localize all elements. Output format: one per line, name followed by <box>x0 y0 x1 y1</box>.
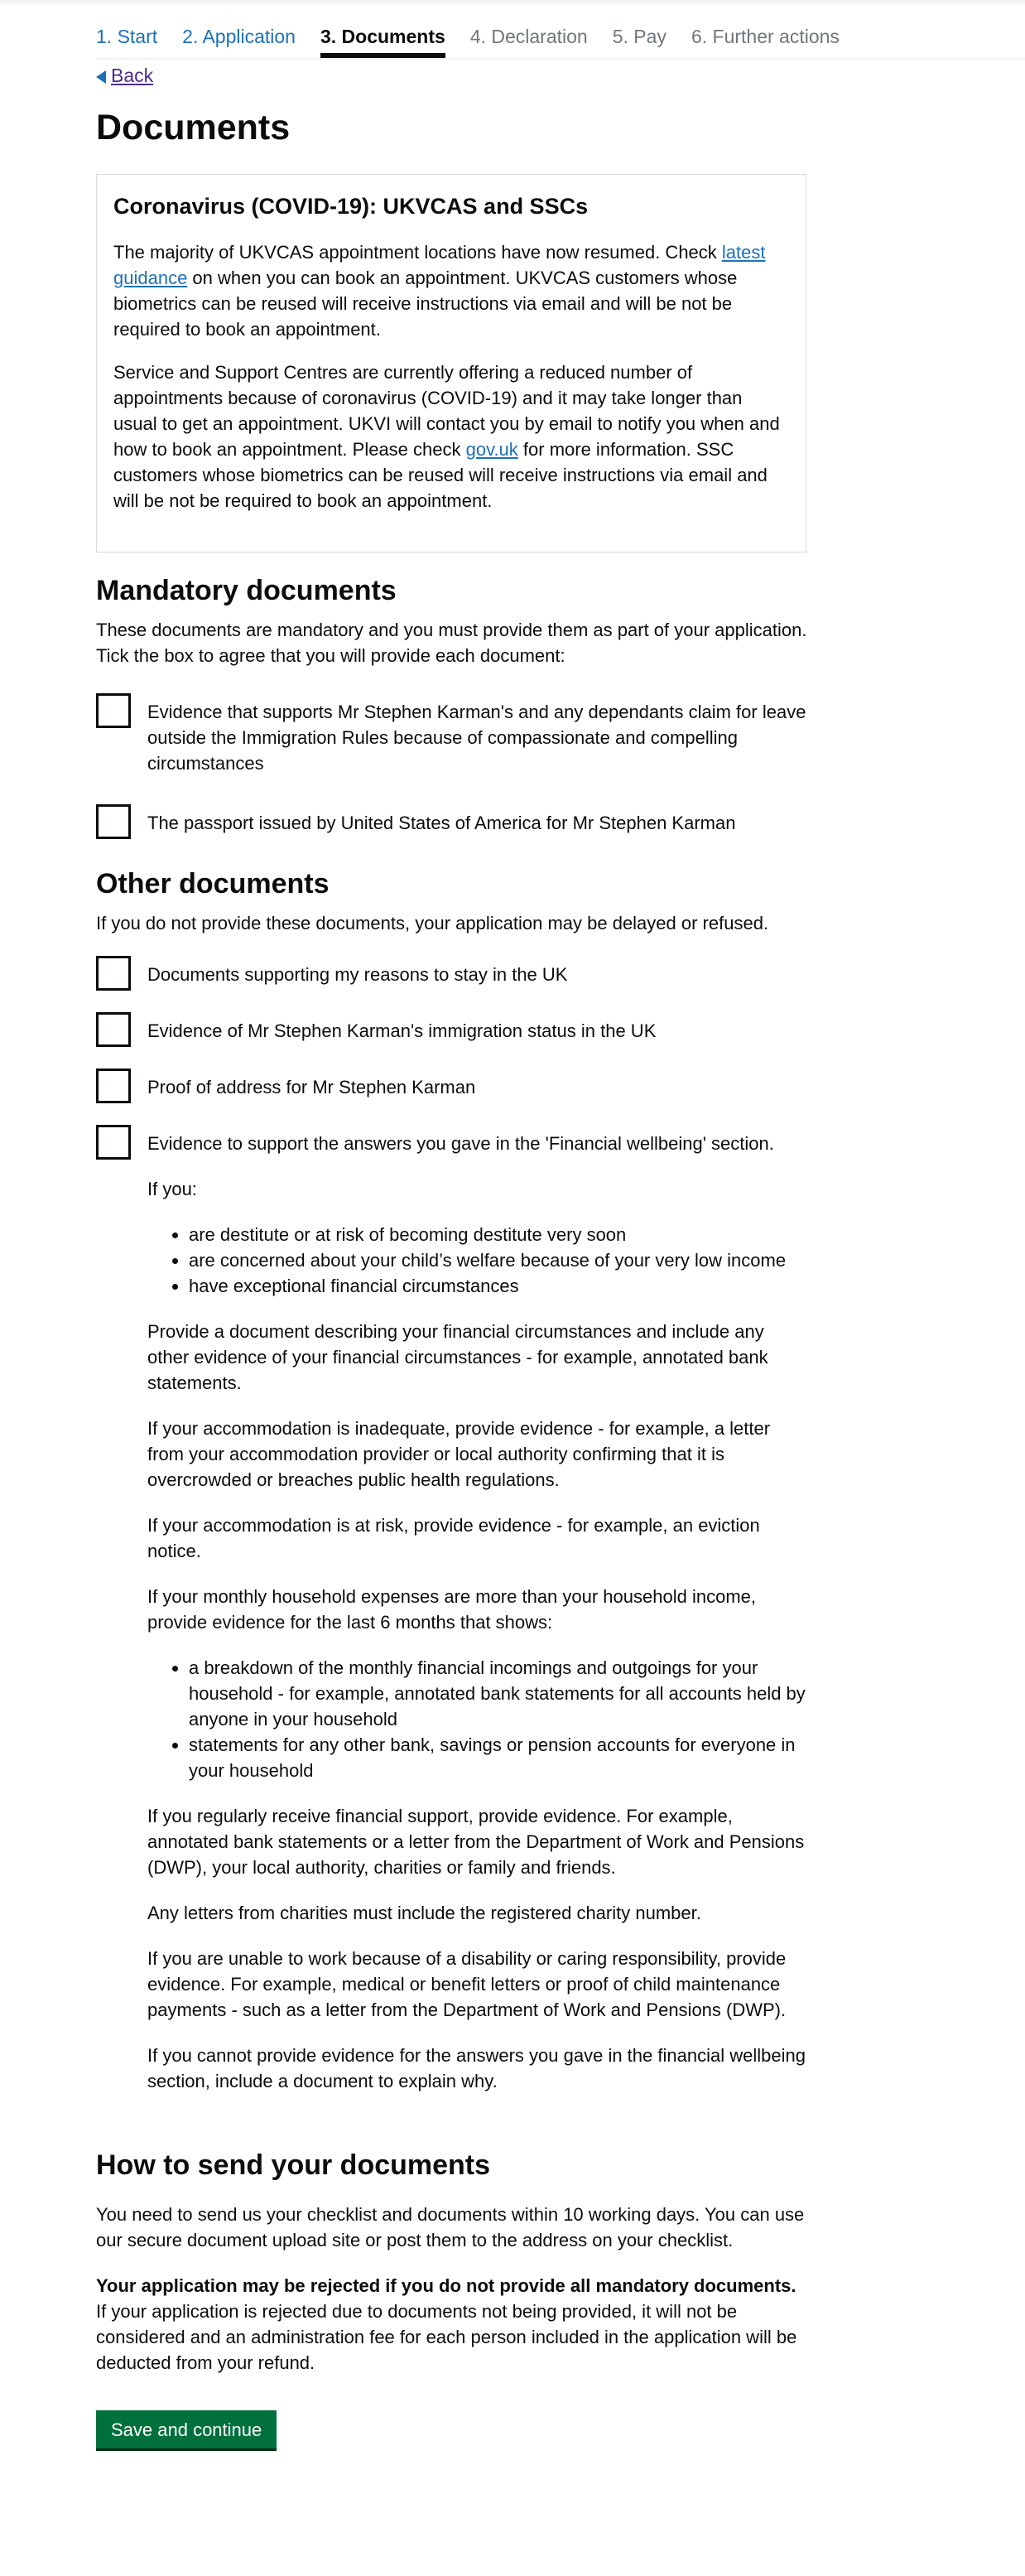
step-documents: 3. Documents <box>320 18 445 55</box>
checkbox[interactable] <box>96 1125 131 1160</box>
mandatory-document-checkbox-1[interactable] <box>96 693 808 776</box>
step-application[interactable]: 2. Application <box>182 26 296 47</box>
list-item: • are destitute or at risk of becoming destitute very soon <box>189 1222 808 1247</box>
hint-list-1 <box>147 1222 808 1299</box>
main-content <box>96 103 808 2448</box>
list-item: • a breakdown of the monthly financial incomings and outgoings for your household - for example, annotated bank statements for all accounts held by anyone in your household <box>189 1655 808 1732</box>
gov-uk-link[interactable]: gov.uk <box>465 439 518 460</box>
list-item: • are concerned about your child’s welfare because of your very low income <box>189 1247 808 1273</box>
checkbox[interactable] <box>96 804 131 839</box>
covid-notice-paragraph-1: The majority of UKVCAS appointment locations have now resumed. Check latest guidance on when you can book an appointment. UKVCAS customers whose biometrics can be reused will receive instructions via email and will be not be required to book an appointment. <box>113 242 766 340</box>
hint-expenses: If your monthly household expenses are more than your household income, provide evidence for the last 6 months that shows: <box>147 1586 756 1633</box>
financial-wellbeing-guidance <box>96 1176 808 2094</box>
mandatory-documents-intro: These documents are mandatory and you must provide them as part of your application. Tick the box to agree that you will provide each document: <box>96 620 807 666</box>
back-link[interactable]: Back <box>111 65 154 86</box>
list-item: • have exceptional financial circumstances <box>189 1273 808 1299</box>
other-document-checkbox-4[interactable] <box>96 1125 808 1156</box>
mandatory-document-checkbox-2[interactable] <box>96 804 808 836</box>
latest-guidance-link[interactable]: latest guidance <box>113 242 766 288</box>
page-title: Documents <box>96 108 291 147</box>
checkbox[interactable] <box>96 1069 131 1103</box>
step-declaration: 4. Declaration <box>469 26 588 47</box>
rejection-warning-text: If your application is rejected due to documents not being provided, it will not be considered and an administration fee for each person included in the application will be deducted from your refund. <box>96 2301 797 2373</box>
checkbox-label[interactable]: Evidence of Mr Stephen Karman's immigration status in the UK <box>147 1020 657 1041</box>
other-documents-intro: If you do not provide these documents, your application may be delayed or refused. <box>96 913 769 933</box>
save-and-continue-button[interactable]: Save and continue <box>96 2410 277 2448</box>
rejection-warning <box>96 2273 808 2376</box>
covid-notice-paragraph-2: Service and Support Centres are currently offering a reduced number of appointments because of coronavirus (COVID-19) and it may take longer than usual to get an appointment. UKVI will contact you by email to notify you when and how to book an appointment. Please check gov.uk for more information. SSC customers whose biometrics can be reused will receive instructions via email and will be not be required to book an appointment. <box>113 362 780 511</box>
top-border <box>0 0 1025 3</box>
checkbox-label[interactable]: Documents supporting my reasons to stay in the UK <box>147 964 568 985</box>
covid-notice <box>96 174 806 552</box>
step-pay: 5. Pay <box>612 26 666 47</box>
list-item: • statements for any other bank, savings or pension accounts for everyone in your household <box>189 1732 808 1783</box>
how-to-send-heading: How to send your documents <box>96 2149 491 2181</box>
back-triangle-icon <box>96 70 106 84</box>
covid-notice-title: Coronavirus (COVID-19): UKVCAS and SSCs <box>113 194 589 219</box>
other-document-checkbox-2[interactable] <box>96 1012 808 1044</box>
hint-disability: If you are unable to work because of a disability or caring responsibility, provide evidence. For example, medical or benefit letters or proof of child maintenance payments - such as a letter from the Department of Work and Pensions (DWP). <box>147 1948 787 2020</box>
other-document-checkbox-1[interactable] <box>96 956 808 987</box>
checkbox-label[interactable]: Proof of address for Mr Stephen Karman <box>147 1077 476 1097</box>
hint-cannot: If you cannot provide evidence for the answers you gave in the financial wellbeing section, include a document to explain why. <box>147 2045 806 2091</box>
checkbox-label[interactable]: The passport issued by United States of America for Mr Stephen Karman <box>147 813 736 833</box>
hint-charity: Any letters from charities must include the registered charity number. <box>147 1903 701 1923</box>
hint-inadequate: If your accommodation is inadequate, provide evidence - for example, a letter from your accommodation provider or local authority confirming that it is overcrowded or breaches public health regulations. <box>147 1418 771 1490</box>
step-start[interactable]: 1. Start <box>96 26 158 47</box>
checkbox[interactable] <box>96 956 131 991</box>
checkbox[interactable] <box>96 1012 131 1047</box>
hint-if-you: If you: <box>147 1179 197 1199</box>
checkbox[interactable] <box>96 693 131 728</box>
progress-steps <box>96 18 1025 60</box>
other-document-checkbox-3[interactable] <box>96 1069 808 1100</box>
step-further-actions: 6. Further actions <box>691 26 840 47</box>
back-link-container <box>96 65 153 87</box>
hint-describe: Provide a document describing your financial circumstances and include any other evidence of your financial circumstances - for example, annotated bank statements. <box>147 1321 768 1393</box>
how-to-send-paragraph: You need to send us your checklist and documents within 10 working days. You can use our secure document upload site or post them to the address on your checklist. <box>96 2204 805 2250</box>
hint-at-risk: If your accommodation is at risk, provide evidence - for example, an eviction notice. <box>147 1515 760 1561</box>
mandatory-documents-heading: Mandatory documents <box>96 575 397 606</box>
checkbox-label[interactable]: Evidence to support the answers you gave in the 'Financial wellbeing' section. <box>147 1133 774 1154</box>
rejection-warning-bold: Your application may be rejected if you do not provide all mandatory documents. <box>96 2275 796 2296</box>
other-documents-heading: Other documents <box>96 868 330 900</box>
hint-support: If you regularly receive financial support, provide evidence. For example, annotated bank statements or a letter from the Department of Work and Pensions (DWP), your local authority, charities or family and friends. <box>147 1806 805 1878</box>
checkbox-label[interactable]: Evidence that supports Mr Stephen Karman's and any dependants claim for leave outside the Immigration Rules because of compassionate and compelling circumstances <box>147 702 806 774</box>
hint-list-2 <box>147 1655 808 1783</box>
